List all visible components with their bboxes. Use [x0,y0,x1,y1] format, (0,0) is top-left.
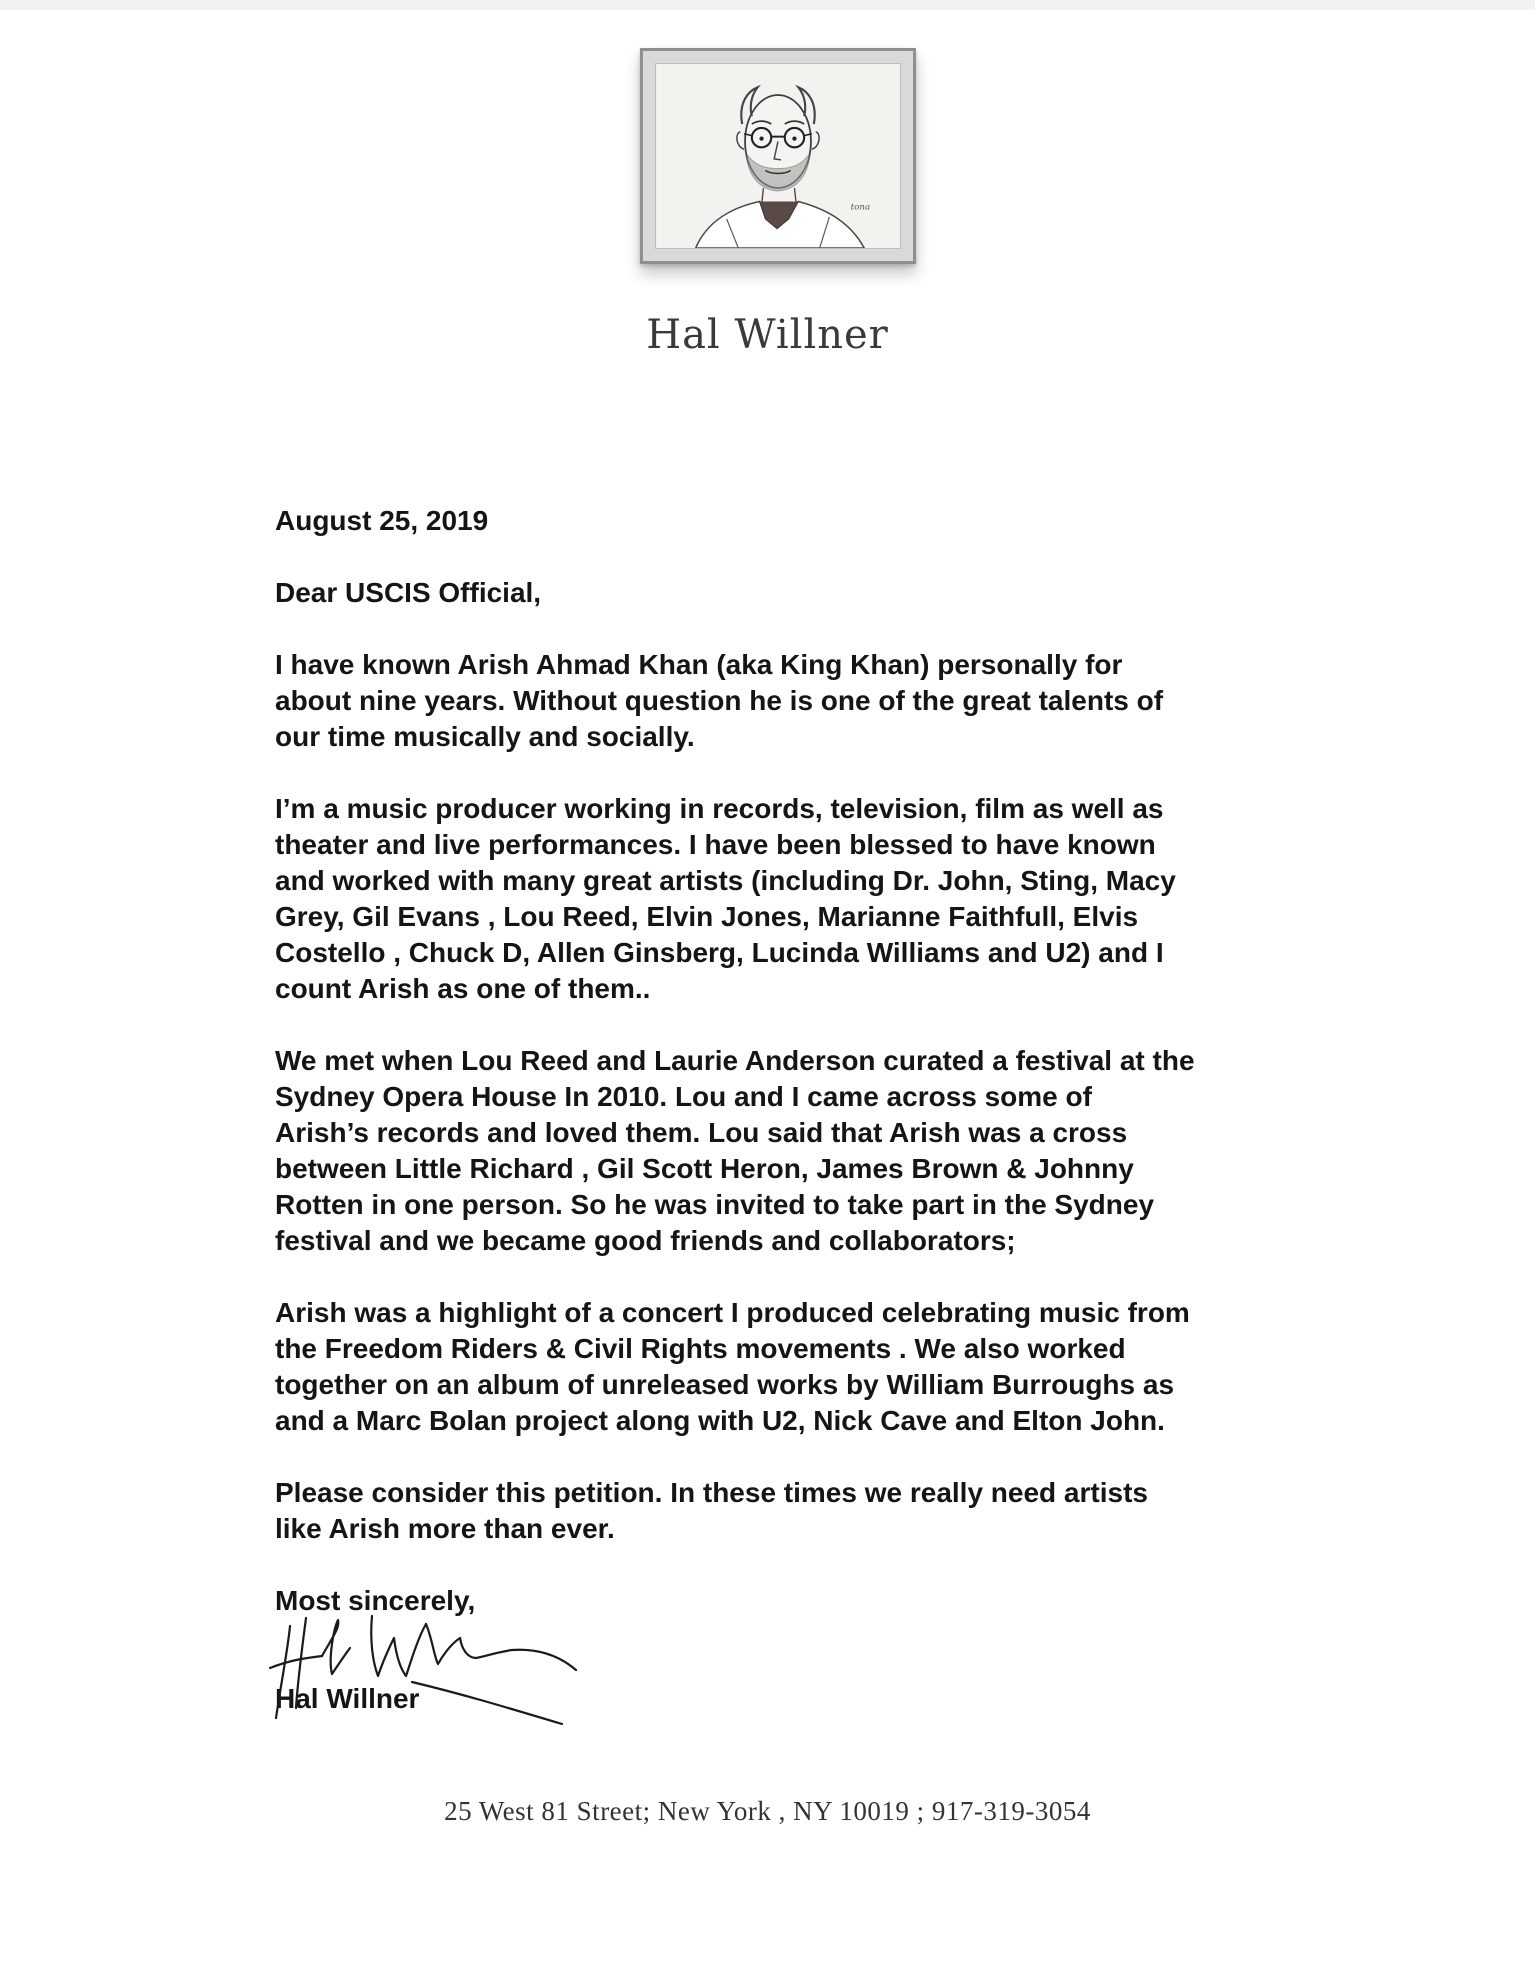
letter-date: August 25, 2019 [275,505,489,536]
paragraph-1: I have known Arish Ahmad Khan (aka King Khan) personally for about nine years. Without question he is one of the great talents of our time musically and socially. [275,649,1164,752]
paragraph-2: I’m a music producer working in records, television, film as well as theater and live performances. I have been blessed to have known and worked with many great artists (including Dr. John, Sting, Macy Grey, Gil Evans , Lou Reed, Elvin Jones, Marianne Faithfull, Elvis Costello , Chuck D, Allen Ginsberg, Lucinda Williams and U2) and I count Arish as one of them.. [275,793,1176,1004]
handwritten-signature [262,1598,672,1738]
paragraph-5: Please consider this petition. In these times we really need artists like Arish more than ever. [275,1477,1148,1544]
portrait-sketch [655,63,901,249]
paragraph-4: Arish was a highlight of a concert I produced celebrating music from the Freedom Riders & Civil Rights movements . We also worked together on an album of unreleased works by William Burroughs as and a Marc Bolan project along with U2, Nick Cave and Elton John. [275,1297,1190,1436]
signer-name: Hal Willner [275,1683,420,1714]
footer-address: 25 West 81 Street; New York , NY 10019 ; 917-319-3054 [444,1796,1091,1826]
letter-body [275,503,1315,1619]
letterhead-name: Hal Willner [646,312,889,358]
letter-salutation: Dear USCIS Official, [275,577,542,608]
portrait-frame [640,48,916,264]
letter-closing: Most sincerely, [275,1585,476,1616]
svg-text:tona: tona [850,202,871,213]
paragraph-3: We met when Lou Reed and Laurie Anderson curated a festival at the Sydney Opera House In 2010. Lou and I came across some of Arish’s records and loved them. Lou said that Arish was a cross between Little Richard , Gil Scott Heron, James Brown & Johnny Rotten in one person. So he was invited to take part in the Sydney festival and we became good friends and collaborators; [275,1045,1195,1256]
top-edge-strip [0,0,1535,10]
